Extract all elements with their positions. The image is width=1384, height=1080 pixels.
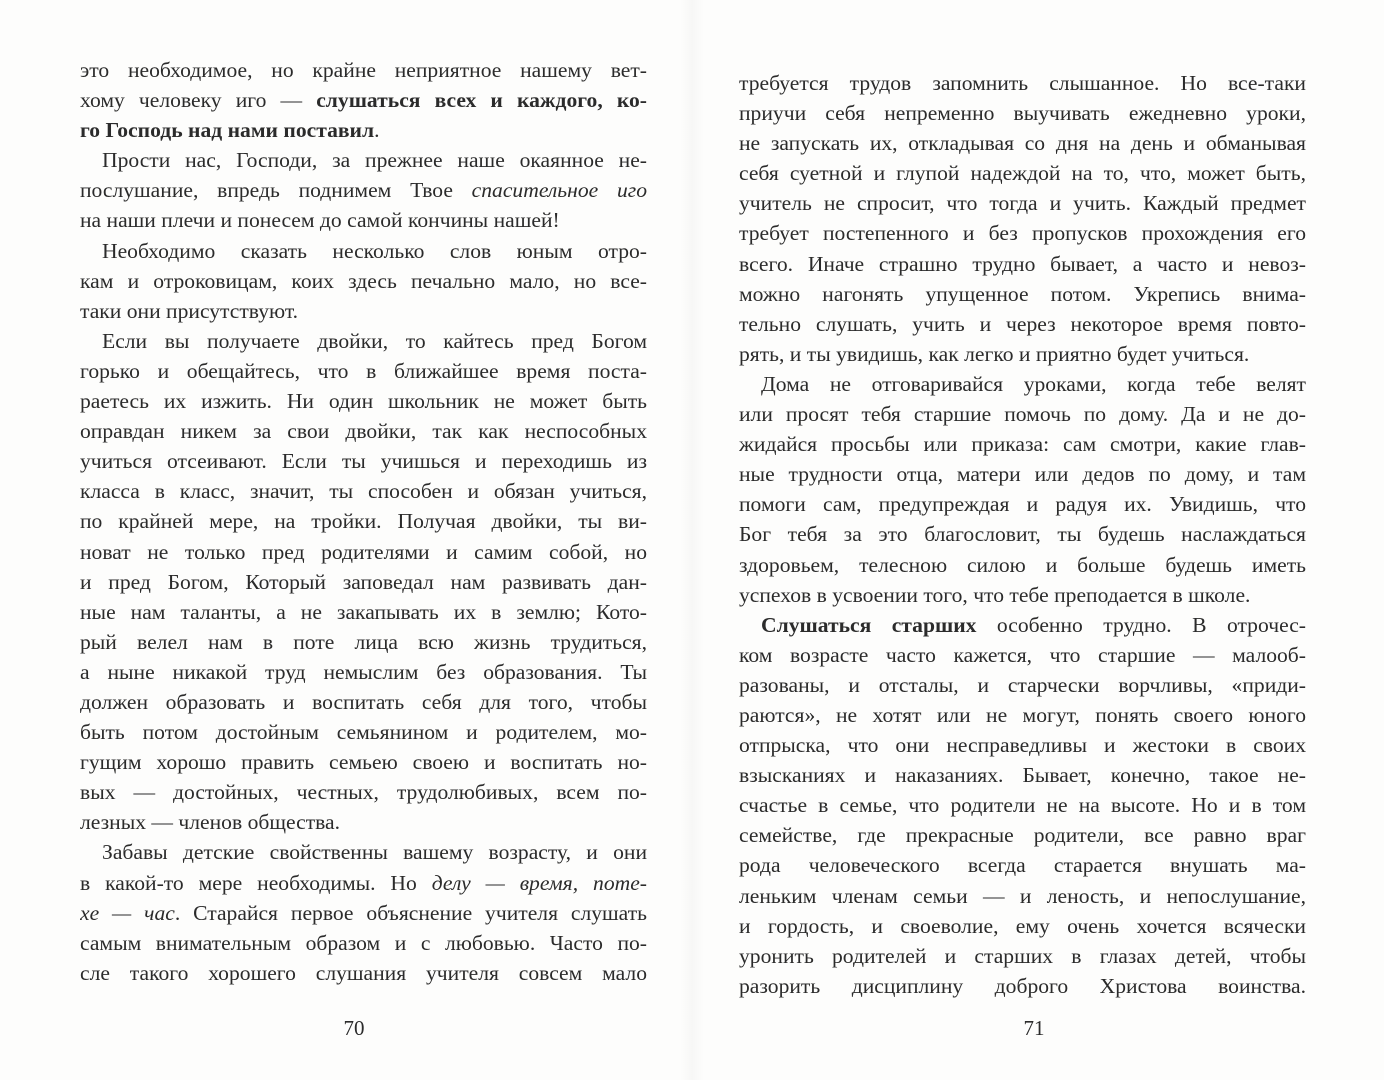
text-segment: на наши плечи и понесем до самой кончины нашей! [80, 208, 560, 233]
text-line [739, 760, 1306, 790]
text-segment: требуется трудов запомнить слышанное. Но все-таки [739, 71, 1306, 95]
text-segment: счастье в семье, что родители не на высоте. Но и в том [739, 793, 1306, 818]
text-segment: . Старайся первое объяснение учителя слушать [174, 900, 647, 925]
text-line [80, 416, 647, 446]
text-line [739, 158, 1306, 188]
text-segment: отпрыска, что они несправедливы и жестоки в своих [739, 733, 1306, 758]
text-line [739, 68, 1306, 98]
text-segment: хому человеку иго — [80, 88, 317, 113]
text-line [80, 266, 647, 296]
text-line [739, 98, 1306, 128]
text-line [739, 640, 1306, 670]
text-segment: лезных — членов общества. [80, 810, 341, 835]
text-line [739, 218, 1306, 248]
text-line [80, 717, 647, 747]
text-line [80, 55, 647, 85]
text-segment: можно нагонять упущенное потом. Укрепись внима- [739, 281, 1306, 306]
text-segment: горько и обещайтесь, что в ближайшее время поста- [80, 358, 647, 383]
text-line [80, 928, 647, 958]
text-segment: себя суетной и глупой надеждой на то, что, может быть, [739, 161, 1306, 186]
text-line [739, 429, 1306, 459]
text-line [739, 550, 1306, 580]
text-segment: гущим хорошо править семьею своею и воспитать но- [80, 750, 647, 775]
left-page-text [80, 55, 647, 988]
text-line [80, 627, 647, 657]
text-line [80, 205, 647, 235]
bold-text: го Господь над нами поставил [80, 118, 375, 143]
text-line [80, 115, 647, 145]
bold-text: Слушаться старших [761, 612, 977, 637]
text-line [80, 837, 647, 867]
text-segment: уронить родителей и старших в глазах детей, чтобы [739, 943, 1306, 968]
text-segment: раются», не хотят или не могут, понять своего юного [739, 702, 1306, 727]
text-segment: Бог тебя за это благословит, ты будешь наслаждаться [739, 522, 1306, 547]
text-segment: класса в класс, значит, ты способен и обязан учиться, [80, 479, 647, 504]
text-segment: учиться отсеивают. Если ты учишься и переходишь из [80, 449, 647, 474]
text-line [739, 971, 1306, 1001]
text-line [739, 128, 1306, 158]
text-segment: разорить дисциплину доброго Христова воинства. [739, 973, 1306, 998]
text-line [739, 249, 1306, 279]
text-line [80, 476, 647, 506]
text-line [80, 145, 647, 175]
italic-text: хе — час [80, 900, 175, 925]
text-segment: сле такого хорошего слушания учителя совсем мало [80, 960, 647, 985]
text-segment: особенно трудно. В отрочес- [976, 612, 1306, 637]
text-segment: это необходимое, но крайне неприятное нашему вет- [80, 58, 647, 82]
text-line [80, 777, 647, 807]
text-line [80, 386, 647, 416]
text-line [80, 326, 647, 356]
text-line [739, 519, 1306, 549]
text-line [80, 296, 647, 326]
text-line [739, 911, 1306, 941]
text-line [739, 580, 1306, 610]
text-line [80, 236, 647, 266]
text-line [80, 175, 647, 205]
text-line [739, 399, 1306, 429]
text-segment: новат не только пред родителями и самим собой, но [80, 539, 647, 564]
text-line [80, 747, 647, 777]
text-line [739, 730, 1306, 760]
text-segment: вых — достойных, честных, трудолюбивых, всем по- [80, 780, 647, 805]
text-segment: кам и отроковицам, коих здесь печально мало, но все- [80, 268, 647, 293]
text-line [739, 279, 1306, 309]
text-segment: семействе, где прекрасные родители, все равно враг [739, 823, 1306, 848]
italic-text: делу — время, поте- [431, 870, 647, 895]
text-line [80, 807, 647, 837]
italic-text: спасительное иго [471, 178, 647, 203]
text-segment: помоги сам, предупреждая и радуя их. Увидишь, что [739, 492, 1306, 517]
text-segment: Прости нас, Господи, за прежнее наше окаянное не- [102, 148, 647, 173]
text-line [80, 85, 647, 115]
text-line [739, 941, 1306, 971]
text-segment: всего. Иначе страшно трудно бывает, а часто и невоз- [739, 251, 1306, 276]
text-segment: рять, и ты увидишь, как легко и приятно будет учиться. [739, 341, 1250, 366]
text-line [739, 820, 1306, 850]
text-segment: в какой-то мере необходимы. Но [80, 870, 432, 895]
text-line [80, 958, 647, 988]
text-segment: самым внимательным образом и с любовью. Часто по- [80, 930, 647, 955]
text-segment: ные нам таланты, а не закапывать их в землю; Кото- [80, 599, 647, 624]
text-segment: здоровьем, телесною силою и больше будешь иметь [739, 552, 1306, 577]
text-segment: а ныне никакой труд немыслим без образования. Ты [80, 659, 647, 684]
text-line [80, 537, 647, 567]
text-line [739, 489, 1306, 519]
text-line [80, 356, 647, 386]
text-segment: жидайся просьбы или приказа: сам смотри, какие глав- [739, 432, 1306, 457]
text-line [80, 567, 647, 597]
text-segment: разованы, и отсталы, и старчески ворчливы, «приди- [739, 672, 1306, 697]
right-page-text [739, 68, 1306, 1001]
text-line [80, 657, 647, 687]
text-line [739, 670, 1306, 700]
text-line [739, 881, 1306, 911]
text-line [80, 446, 647, 476]
text-segment: и гордость, и своеволие, ему очень хочется всячески [739, 913, 1306, 938]
text-segment: требует постепенного и без пропусков прохождения его [739, 221, 1306, 246]
text-line [739, 309, 1306, 339]
text-segment: Необходимо сказать несколько слов юным отро- [102, 238, 647, 263]
text-segment: или просят тебя старшие помочь по дому. Да и не до- [739, 402, 1306, 427]
text-segment: Дома не отговаривайся уроками, когда тебе велят [761, 371, 1306, 396]
text-segment: ком возрасте часто кажется, что старшие — малооб- [739, 642, 1306, 667]
text-line [739, 188, 1306, 218]
text-line [80, 868, 647, 898]
text-segment: учитель не спросит, что тогда и учить. Каждый предмет [739, 191, 1306, 216]
text-segment: Если вы получаете двойки, то кайтесь пред Богом [102, 328, 647, 353]
text-line [80, 898, 647, 928]
book-gutter [680, 0, 704, 1080]
text-segment: рый велел нам в поте лица всю жизнь трудиться, [80, 629, 647, 654]
text-line [739, 790, 1306, 820]
text-segment: не запускать их, откладывая со дня на день и обманывая [739, 131, 1306, 156]
page-number-left: 70 [343, 1016, 365, 1040]
text-segment: леньким членам семьи — и леность, и непослушание, [739, 883, 1306, 908]
text-segment: по крайней мере, на тройки. Получая двойки, ты ви- [80, 509, 647, 534]
text-line [739, 339, 1306, 369]
text-segment: и пред Богом, Который заповедал нам развивать дан- [80, 569, 647, 594]
text-segment: оправдан никем за свои двойки, так как неспособных [80, 419, 647, 444]
text-segment: быть потом достойным семьянином и родителем, мо- [80, 720, 647, 745]
text-line [80, 506, 647, 536]
text-segment: таки они присутствуют. [80, 298, 299, 323]
text-segment: тельно слушать, учить и через некоторое время повто- [739, 311, 1306, 336]
text-segment: Забавы детские свойственны вашему возрасту, и они [102, 840, 647, 865]
text-segment: должен образовать и воспитать себя для того, чтобы [80, 689, 647, 714]
text-segment: послушание, впредь поднимем Твое [80, 178, 472, 203]
text-segment: рода человеческого всегда старается внушать ма- [739, 853, 1306, 878]
text-segment: ные трудности отца, матери или дедов по дому, и там [739, 462, 1306, 487]
text-line [739, 610, 1306, 640]
text-line [739, 459, 1306, 489]
text-line [80, 687, 647, 717]
text-line [739, 700, 1306, 730]
text-segment: раетесь их изжить. Ни один школьник не может быть [80, 389, 647, 414]
text-segment: . [374, 118, 380, 143]
text-line [80, 597, 647, 627]
bold-text: слушаться всех и каждого, ко- [316, 88, 647, 113]
text-line [739, 850, 1306, 880]
page-number-right: 71 [1023, 1016, 1045, 1040]
text-segment: взысканиях и наказаниях. Бывает, конечно, такое не- [739, 763, 1306, 788]
text-segment: успехов в усвоении того, что тебе преподается в школе. [739, 582, 1251, 607]
text-line [739, 369, 1306, 399]
text-segment: приучи себя непременно выучивать ежедневно уроки, [739, 101, 1306, 126]
